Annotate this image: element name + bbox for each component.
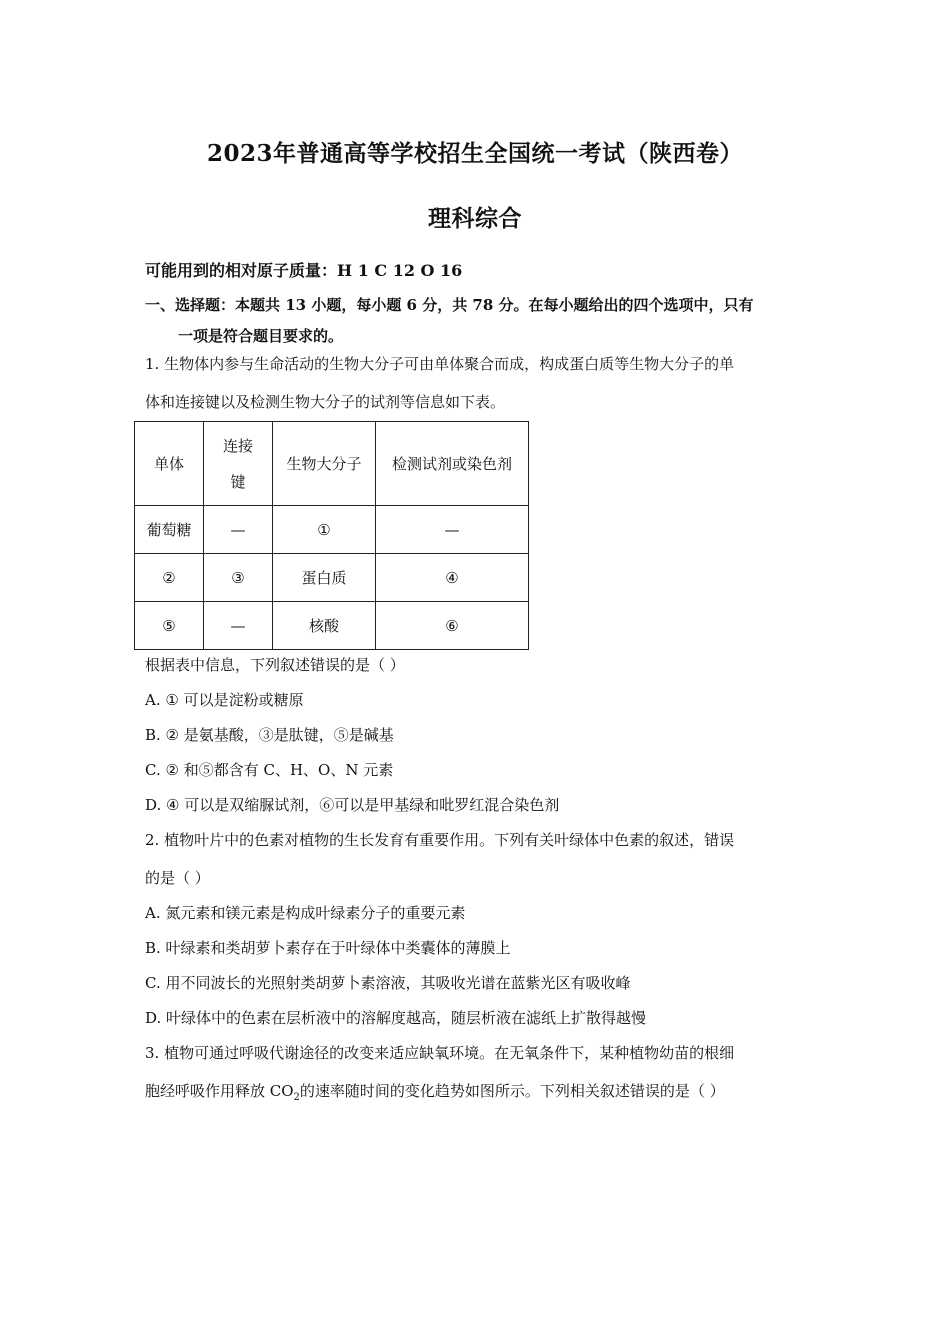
q1-stem-line1: 1. 生物体内参与生命活动的生物大分子可由单体聚合而成，构成蛋白质等生物大分子的单 (145, 355, 735, 373)
q1-option-d: D. ④ 可以是双缩脲试剂，⑥可以是甲基绿和吡罗红混合染色剂 (145, 796, 560, 814)
q1-option-c: C. ② 和⑤都含有 C、H、O、N 元素 (145, 761, 394, 779)
q3-stem-line1: 3. 植物可通过呼吸代谢途径的改变来适应缺氧环境。在无氧条件下，某种植物幼苗的根细 (145, 1044, 735, 1062)
table-cell: ② (135, 554, 204, 602)
table-header-cell: 单体 (135, 422, 204, 506)
q1-prompt: 根据表中信息，下列叙述错误的是（ ） (145, 656, 405, 674)
table-row (135, 554, 529, 602)
exam-subtitle: 理科综合 (428, 205, 522, 232)
table-cell: — (376, 506, 529, 554)
q3-stem-line2 (145, 1080, 725, 1103)
q2-option-d: D. 叶绿体中的色素在层析液中的溶解度越高，随层析液在滤纸上扩散得越慢 (145, 1009, 647, 1027)
table-cell: ③ (204, 554, 273, 602)
q1-option-b: B. ② 是氨基酸，③是肽键，⑤是碱基 (145, 726, 394, 744)
q2-stem-line2: 的是（ ） (145, 869, 210, 887)
table-cell: ⑤ (135, 602, 204, 650)
section-instructions-line2: 一项是符合题目要求的。 (178, 327, 344, 345)
q3-stem-text-b: 的速率随时间的变化趋势如图所示。下列相关叙述错误的是（ ） (299, 1082, 725, 1100)
table-row (135, 602, 529, 650)
q2-option-c: C. 用不同波长的光照射类胡萝卜素溶液，其吸收光谱在蓝紫光区有吸收峰 (145, 974, 631, 992)
table-header-text: 连接 (222, 436, 253, 455)
table-header-row (135, 422, 529, 506)
table-cell: ⑥ (376, 602, 529, 650)
biomolecule-table (134, 421, 529, 650)
table-cell: — (204, 602, 273, 650)
table-header-cell: 检测试剂或染色剂 (376, 422, 529, 506)
co2-subscript: 2 (293, 1092, 300, 1103)
table-header-text: 键 (230, 472, 246, 491)
atomic-mass-line: 可能用到的相对原子质量：H 1 C 12 O 16 (145, 261, 463, 280)
q1-stem-line2: 体和连接键以及检测生物大分子的试剂等信息如下表。 (145, 393, 506, 411)
table-header-cell (204, 422, 273, 506)
exam-title: 2023年普通高等学校招生全国统一考试（陕西卷） (206, 140, 743, 167)
q3-stem-text-a: 胞经呼吸作用释放 CO (145, 1082, 294, 1100)
q2-option-b: B. 叶绿素和类胡萝卜素存在于叶绿体中类囊体的薄膜上 (145, 939, 511, 957)
table-cell: 核酸 (273, 602, 376, 650)
q2-stem-line1: 2. 植物叶片中的色素对植物的生长发育有重要作用。下列有关叶绿体中色素的叙述，错误 (145, 831, 735, 849)
table-cell: ① (273, 506, 376, 554)
q1-option-a: A. ① 可以是淀粉或糖原 (145, 691, 304, 709)
section-instructions-line1: 一、选择题：本题共 13 小题，每小题 6 分，共 78 分。在每小题给出的四个选项中，只有 (145, 296, 754, 314)
table-cell: 蛋白质 (273, 554, 376, 602)
table-cell: 葡萄糖 (135, 506, 204, 554)
table-cell: ④ (376, 554, 529, 602)
table-cell: — (204, 506, 273, 554)
table-row (135, 506, 529, 554)
q2-option-a: A. 氮元素和镁元素是构成叶绿素分子的重要元素 (145, 904, 466, 922)
table-header-cell: 生物大分子 (273, 422, 376, 506)
